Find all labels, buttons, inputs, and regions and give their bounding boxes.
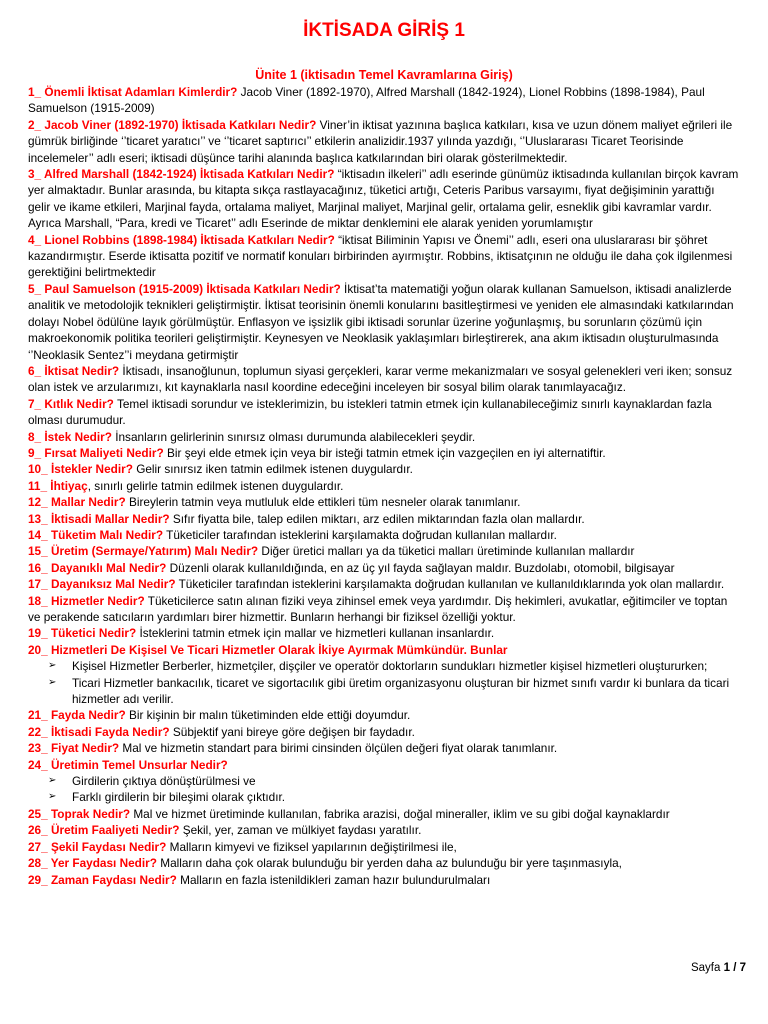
answer-text: Düzenli olarak kullanıldığında, en az üç yıl fayda sağlayan maldır. Buzdolabı, otomobil, bilgisayar: [166, 560, 675, 575]
answer-text: Diğer üretici malları ya da tüketici malları üretiminde kullanılan mallardır: [258, 544, 635, 559]
qa-item: [28, 560, 740, 576]
qa-item: [28, 84, 740, 117]
qa-item: [28, 445, 740, 461]
qa-item: [28, 740, 740, 756]
qa-item: [28, 166, 740, 232]
qa-item: [28, 855, 740, 871]
bullet-item: [48, 773, 740, 789]
question-text: 9_ Fırsat Maliyeti Nedir?: [28, 445, 164, 460]
qa-item: [28, 232, 740, 281]
answer-text: Viner’in iktisat yazınına başlıca katkıları, kısa ve uzun dönem maliyet eğrileri ile gümrük birliğinde ‘’ticaret yaratıcı’’ ve ‘’ticaret saptırıcı’’ etkilerin analizidir.1937 yılında yazdığı, ‘’Uluslararası Ticaret Teorisinde incelemeler’’ adlı eseri; iktisadi düşünce tarihi alanında başlıca katkılarından biri olarak gösterilmektedir.: [28, 117, 733, 165]
bullet-text: Ticari Hizmetler bankacılık, ticaret ve sigortacılık gibi üretim organizasyonu oluşturan bir hizmet sınıfı vardır ki bunlara da ticari hizmetler adı verilir.: [72, 675, 730, 707]
question-text: 19_ Tüketici Nedir?: [28, 626, 137, 641]
answer-text: “iktisadın ilkeleri’’ adlı eserinde günümüz iktisadında kullanılan birçok kavram yer almaktadır. Bunlar arasında, bu kitapta sıkça rastlayacağınız, tüketici artığı, Ceteris Paribus varsayımı, fiyat değişiminin yarattığı gelir ve ikame etkileri, Marjinal fayda, ortalama maliyet, Marjinal maliyet, Marjinal gelir, ortalama gelir, esneklik gibi kavramlar vardır. Ayrıca Marshall, “Para, kredi ve Ticaret’’ adlı Eserinde de miktar denklemini ele alarak yeniden yorumlamıştır: [28, 167, 739, 231]
answer-text: Mal ve hizmet üretiminde kullanılan, fabrika arazisi, doğal mineraller, iklim ve su gibi doğal kaynaklardır: [130, 806, 670, 821]
question-text: 17_ Dayanıksız Mal Nedir?: [28, 577, 176, 592]
question-text: 21_ Fayda Nedir?: [28, 708, 126, 723]
answer-text: İktisat’ta matematiği yoğun olarak kullanan Samuelson, iktisadi analizlerde analitik ve metodolojik teknikleri geliştirmiştir. İktisat teorisinin önemli konularını basitleştirmesi ve yeniden ele almasındaki katkılarından dolayı Nobel ödülüne layık görülmüştür. Enflasyon ve işsizlik gibi iktisadi sorunlar üzerine yoğunlaşmış, bu sorunların çözümü için makroekonomik politika teorileri geliştirmiştir. Keynesyen ve Neoklasik yaklaşımları birleştirerek, ana akım iktisadın oluşturulmasında ‘’Neoklasik Sentez’’i meydana getirmiştir: [28, 281, 734, 362]
qa-list: [28, 84, 740, 888]
page-footer: [691, 962, 746, 974]
qa-item: [28, 625, 740, 641]
qa-item: [28, 461, 740, 477]
bullet-item: [48, 658, 740, 674]
qa-item: [28, 806, 740, 822]
question-text: 26_ Üretim Faaliyeti Nedir?: [28, 823, 180, 838]
qa-item: [28, 543, 740, 559]
arrow-bullet-icon: ➢: [48, 676, 57, 688]
page-current: 1: [723, 962, 730, 974]
qa-item: [28, 707, 740, 723]
answer-text: Sıfır fiyatta bile, talep edilen miktarı, arz edilen miktarından fazla olan mallardır.: [169, 511, 585, 526]
qa-item: [28, 822, 740, 838]
question-text: 3_ Alfred Marshall (1842-1924) İktisada Katkıları Nedir?: [28, 167, 335, 182]
question-text: 27_ Şekil Faydası Nedir?: [28, 839, 167, 854]
answer-text: “iktisat Biliminin Yapısı ve Önemi’’ adlı, eseri ona uluslararası bir şöhret kazandırmıştır. Eserde iktisatta pozitif ve normatif konuları birbirinden ayırmıştır. Robbins, iktisatçının ne olduğu ile daha çok ilgilenmesi gerektiğini belirtmektedir: [28, 232, 733, 280]
question-text: 16_ Dayanıklı Mal Nedir?: [28, 560, 167, 575]
bullet-list: [28, 773, 740, 806]
qa-item: [28, 839, 740, 855]
answer-text: İktisadı, insanoğlunun, toplumun siyasi gerçekleri, karar verme mekanizmaları ve sosyal gelenekleri veri iken; sonsuz olan istek ve arzularımızı, kıt kaynaklarla nasıl koordine edeceğini inceleyen bir sosyal bilim olarak tanımlayacağız.: [28, 363, 733, 395]
page-total: 7: [739, 962, 746, 974]
bullet-text: Kişisel Hizmetler Berberler, hizmetçiler, dişçiler ve operatör doktorların sundukları hizmetler kişisel hizmetleri oluştururken;: [72, 659, 708, 674]
question-text: 14_ Tüketim Malı Nedir?: [28, 527, 164, 542]
answer-text: Malların kimyevi ve fiziksel yapılarının değiştirilmesi ile,: [166, 839, 457, 854]
question-text: 11_ İhtiyaç: [28, 478, 88, 493]
question-text: 24_ Üretimin Temel Unsurlar Nedir?: [28, 757, 228, 772]
answer-text: Mal ve hizmetin standart para birimi cinsinden ölçülen değeri fiyat olarak tanımlanır.: [119, 741, 558, 756]
qa-item: [28, 478, 740, 494]
question-text: 15_ Üretim (Sermaye/Yatırım) Malı Nedir?: [28, 544, 259, 559]
arrow-bullet-icon: ➢: [48, 775, 57, 787]
qa-item: [28, 527, 740, 543]
qa-item: [28, 396, 740, 429]
question-text: 7_ Kıtlık Nedir?: [28, 396, 114, 411]
qa-item: [28, 281, 740, 363]
answer-text: Tüketiciler tarafından isteklerini karşılamakta doğrudan kullanılan ve kullanıldıklarında yok olan mallardır.: [175, 577, 725, 592]
bullet-item: [48, 789, 740, 805]
unit-title: Ünite 1 (iktisadın Temel Kavramlarına Giriş): [255, 68, 513, 82]
qa-item: [28, 511, 740, 527]
question-text: 2_ Jacob Viner (1892-1970) İktisada Katkıları Nedir?: [28, 117, 317, 132]
qa-item: [28, 494, 740, 510]
answer-text: Gelir sınırsız iken tatmin edilmek istenen duygulardır.: [132, 462, 413, 477]
bullet-text: Girdilerin çıktıya dönüştürülmesi ve: [72, 774, 256, 789]
question-text: 25_ Toprak Nedir?: [28, 806, 131, 821]
page-separator: /: [730, 962, 740, 974]
answer-text: Malların en fazla istenildikleri zaman hazır bulundurulmaları: [176, 872, 491, 887]
answer-text: Temel iktisadi sorundur ve isteklerimizin, bu istekleri tatmin etmek için kullanabileceğimiz sınırlı kaynaklardan fazla olması durumudur.: [28, 396, 712, 428]
answer-text: Malların daha çok olarak bulunduğu bir yerden daha az bulunduğu bir yere taşınmasıyla,: [156, 856, 622, 871]
qa-item: [28, 642, 740, 658]
qa-item: [28, 429, 740, 445]
question-text: 13_ İktisadi Mallar Nedir?: [28, 511, 170, 526]
bullet-list: [28, 658, 740, 707]
question-text: 4_ Lionel Robbins (1898-1984) İktisada Katkıları Nedir?: [28, 232, 335, 247]
answer-text: Tüketiciler tarafından isteklerini karşılamakta doğrudan kullanılan mallardır.: [163, 527, 557, 542]
arrow-bullet-icon: ➢: [48, 791, 57, 803]
question-text: 5_ Paul Samuelson (1915-2009) İktisada Katkıları Nedir?: [28, 281, 341, 296]
answer-text: Bir şeyi elde etmek için veya bir isteği tatmin etmek için vazgeçilen en iyi alternatiftir.: [163, 445, 606, 460]
qa-item: [28, 593, 740, 626]
qa-item: [28, 363, 740, 396]
question-text: 8_ İstek Nedir?: [28, 429, 112, 444]
answer-text: Tüketicilerce satın alınan fiziki veya zihinsel emek veya yardımdır. Diş hekimleri, avukatlar, eğitimciler ve toptan ve perakende satıcıların yardımları birer hizmettir. Bunların herhangi bir fiziksel özelliği yoktur.: [28, 593, 728, 624]
question-text: 20_ Hizmetleri De Kişisel Ve Ticari Hizmetler Olarak İkiye Ayırmak Mümkündür. Bunlar: [28, 642, 508, 657]
question-text: 18_ Hizmetler Nedir?: [28, 593, 145, 608]
question-text: 22_ İktisadi Fayda Nedir?: [28, 724, 170, 739]
bullet-text: Farklı girdilerin bir bileşimi olarak çıktıdır.: [72, 790, 286, 805]
answer-text: İnsanların gelirlerinin sınırsız olması durumunda alabilecekleri şeydir.: [111, 429, 476, 444]
page-label: Sayfa: [690, 962, 724, 974]
qa-item: [28, 117, 740, 166]
answer-text: Şekil, yer, zaman ve mülkiyet faydası yaratılır.: [179, 823, 422, 838]
question-text: 12_ Mallar Nedir?: [28, 495, 126, 510]
answer-text: İsteklerini tatmin etmek için mallar ve hizmetleri kullanan insanlardır.: [136, 626, 495, 641]
document-title: İKTİSADA GİRİŞ 1: [303, 20, 465, 41]
question-text: 23_ Fiyat Nedir?: [28, 741, 120, 756]
answer-text: Bir kişinin bir malın tüketiminden elde ettiği doyumdur.: [125, 708, 411, 723]
qa-item: [28, 724, 740, 740]
question-text: 10_ İstekler Nedir?: [28, 462, 133, 477]
question-text: 29_ Zaman Faydası Nedir?: [28, 872, 177, 887]
answer-text: Bireylerin tatmin veya mutluluk elde ettikleri tüm nesneler olarak tanımlanır.: [125, 495, 521, 510]
question-text: 28_ Yer Faydası Nedir?: [28, 856, 157, 871]
arrow-bullet-icon: ➢: [48, 660, 57, 672]
question-text: 6_ İktisat Nedir?: [28, 363, 120, 378]
bullet-item: [48, 675, 740, 708]
answer-text: Sübjektif yani bireye göre değişen bir faydadır.: [169, 724, 415, 739]
qa-item: [28, 576, 740, 592]
qa-item: [28, 872, 740, 888]
answer-text: , sınırlı gelirle tatmin edilmek istenen duygulardır.: [87, 478, 344, 493]
answer-text: Jacob Viner (1892-1970), Alfred Marshall (1842-1924), Lionel Robbins (1898-1984), Paul Samuelson (1915-2009): [28, 85, 705, 116]
qa-item: [28, 757, 740, 773]
question-text: 1_ Önemli İktisat Adamları Kimlerdir?: [28, 85, 238, 99]
